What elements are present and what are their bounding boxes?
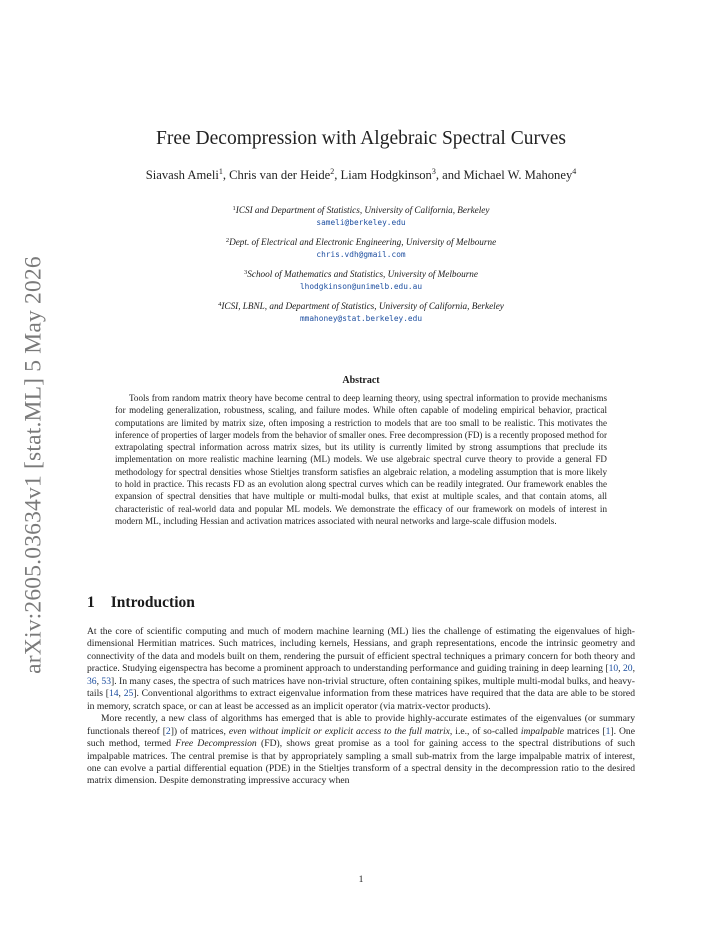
citation-link[interactable]: 10 — [608, 663, 619, 675]
body-text: , — [618, 663, 623, 675]
author-separator: , and — [435, 168, 464, 182]
body-text: , i.e., of so-called — [449, 725, 521, 737]
author-name: Siavash Ameli — [145, 168, 219, 182]
author-name: Liam Hodgkinson — [340, 168, 432, 182]
author-separator: , — [222, 168, 230, 182]
affiliation-text: ICSI, LBNL, and Department of Statistics, University of California, Berkeley — [221, 301, 504, 311]
citation-link[interactable]: 2 — [165, 725, 171, 737]
paragraph — [87, 626, 635, 713]
abstract-heading: Abstract — [342, 375, 380, 386]
citation-link[interactable]: 36 — [87, 675, 97, 687]
citation-link[interactable]: 14 — [108, 688, 119, 700]
affiliation-mark: 2 — [225, 237, 230, 244]
section-heading — [87, 594, 195, 612]
body-text: (FD), shows great promise as a tool for gaining access to the spectral distributions of such impalpable matrices. The central premise is that by appropriately sampling a small sub-matrix from the large impalpable matrix of interest, one can evolve a partial differential equation (PDE) in the Stieltjes transform of a spectral density in the decompression ratio to the desired matrix dimension. Despite demonstrating impressive accuracy when — [87, 738, 636, 787]
citation-link[interactable]: 1 — [605, 725, 611, 737]
author-email[interactable]: mmahoney@stat.berkeley.edu — [299, 314, 423, 323]
page-number: 1 — [358, 874, 364, 885]
author-list — [87, 167, 635, 183]
body-text: ]. In many cases, the spectra of such matrices have non-trivial structure, often containing spikes, multiple multi-modal bulks, and heavy-tails [ — [87, 675, 636, 700]
author-affiliation-mark: 4 — [572, 167, 577, 176]
affiliation-1 — [87, 203, 635, 229]
emphasis-text: Free Decompression — [175, 738, 257, 750]
citation-link[interactable]: 20 — [623, 663, 633, 675]
author-email[interactable]: lhodgkinson@unimelb.edu.au — [299, 282, 423, 291]
body-text: ]) of matrices, — [170, 725, 229, 737]
citation-link[interactable]: 53 — [101, 675, 111, 687]
affiliation-text: Dept. of Electrical and Electronic Engineering, University of Melbourne — [229, 237, 497, 247]
affiliation-mark: 1 — [232, 205, 236, 212]
body-text: , — [632, 663, 635, 675]
affiliation-2 — [87, 235, 635, 261]
author-separator: , — [334, 168, 341, 182]
emphasis-text: impalpable — [520, 725, 565, 737]
affiliation-text: School of Mathematics and Statistics, University of Melbourne — [247, 269, 478, 279]
paragraph — [87, 713, 635, 788]
author-name: Michael W. Mahoney — [463, 168, 573, 182]
author-email[interactable]: chris.vdh@gmail.com — [316, 250, 406, 259]
affiliation-text: ICSI and Department of Statistics, University of California, Berkeley — [235, 205, 490, 215]
body-text: matrices [ — [564, 725, 606, 737]
body-text: ]. One such method, termed — [87, 725, 635, 750]
author-name: Chris van der Heide — [229, 168, 331, 182]
body-text: More recently, a new class of algorithms has emerged that is able to provide highly-accurate estimates of the eigenvalues (or summary functionals thereof [ — [87, 713, 635, 737]
author-affiliation-mark: 3 — [431, 167, 436, 176]
affiliation-3 — [87, 267, 635, 293]
arxiv-stamp — [4, 256, 64, 674]
author-affiliation-mark: 1 — [218, 167, 223, 176]
arxiv-id: arXiv:2605.03634v1 [stat.ML] 5 May 2026 — [20, 256, 47, 674]
affiliation-mark: 3 — [244, 269, 248, 276]
body-text: , — [96, 675, 102, 687]
author-email[interactable]: sameli@berkeley.edu — [316, 218, 406, 227]
introduction-body — [87, 626, 635, 788]
body-text: , — [118, 688, 124, 700]
emphasis-text: even without implicit or explicit access to the full matrix — [228, 725, 450, 737]
section-title: Introduction — [110, 594, 195, 611]
author-affiliation-mark: 2 — [330, 167, 335, 176]
section-number: 1 — [87, 594, 95, 611]
body-text: ]. Conventional algorithms to extract eigenvalue information from these matrices have required that the data are able to be stored in memory, scratch space, or can at least be accessed as an implicit operator (via matrix-vector products). — [87, 688, 635, 712]
paper-title: Free Decompression with Algebraic Spectral Curves — [156, 128, 566, 149]
affiliation-4 — [87, 299, 635, 325]
affiliation-mark: 4 — [218, 301, 222, 308]
citation-link[interactable]: 25 — [123, 688, 134, 700]
abstract-text: Tools from random matrix theory have become central to deep learning theory, using spectral information to provide mechanisms for modeling generalization, robustness, scaling, and failure modes. While often capable of modeling empirical behavior, practical computations are limited by matrix size, often imposing a restriction to models that are too small to be realistic. This motivates the inference of properties of larger models from the behavior of smaller ones. Free decompression (FD) is a recently proposed method for extrapolating spectral information across matrix sizes, but its utility is currently limited by strong assumptions that preclude its implementation on more realistic machine learning (ML) models. We use algebraic spectral curve theory to provide a general FD methodology for spectral densities whose Stieltjes transform satisfies an algebraic relation, a modeling assumption that is more likely to hold in practice. This recasts FD as an evolution along spectral curves which can be readily integrated. Our framework enables the expansion of spectral densities that have multiple or multi-modal bulks, that exist at multiple scales, and that contain atoms, all characteristic of real-world data and popular ML models. We demonstrate the efficacy of our framework on models of interest in modern ML, including Hessian and activation matrices associated with neural networks and large-scale diffusion models. — [115, 393, 607, 526]
body-text: At the core of scientific computing and much of modern machine learning (ML) lies the challenge of estimating the eigenvalues of high-dimensional Hermitian matrices. Such matrices, including kernels, Hessians, and graph representations, encode the intrinsic geometry and connectivity of the data and models built on them, rendering the pursuit of efficient spectral techniques a primary concern for both theory and practice. Studying eigenspectra has become a prominent approach to understanding performance and guiding training in deep learning [ — [87, 626, 635, 675]
